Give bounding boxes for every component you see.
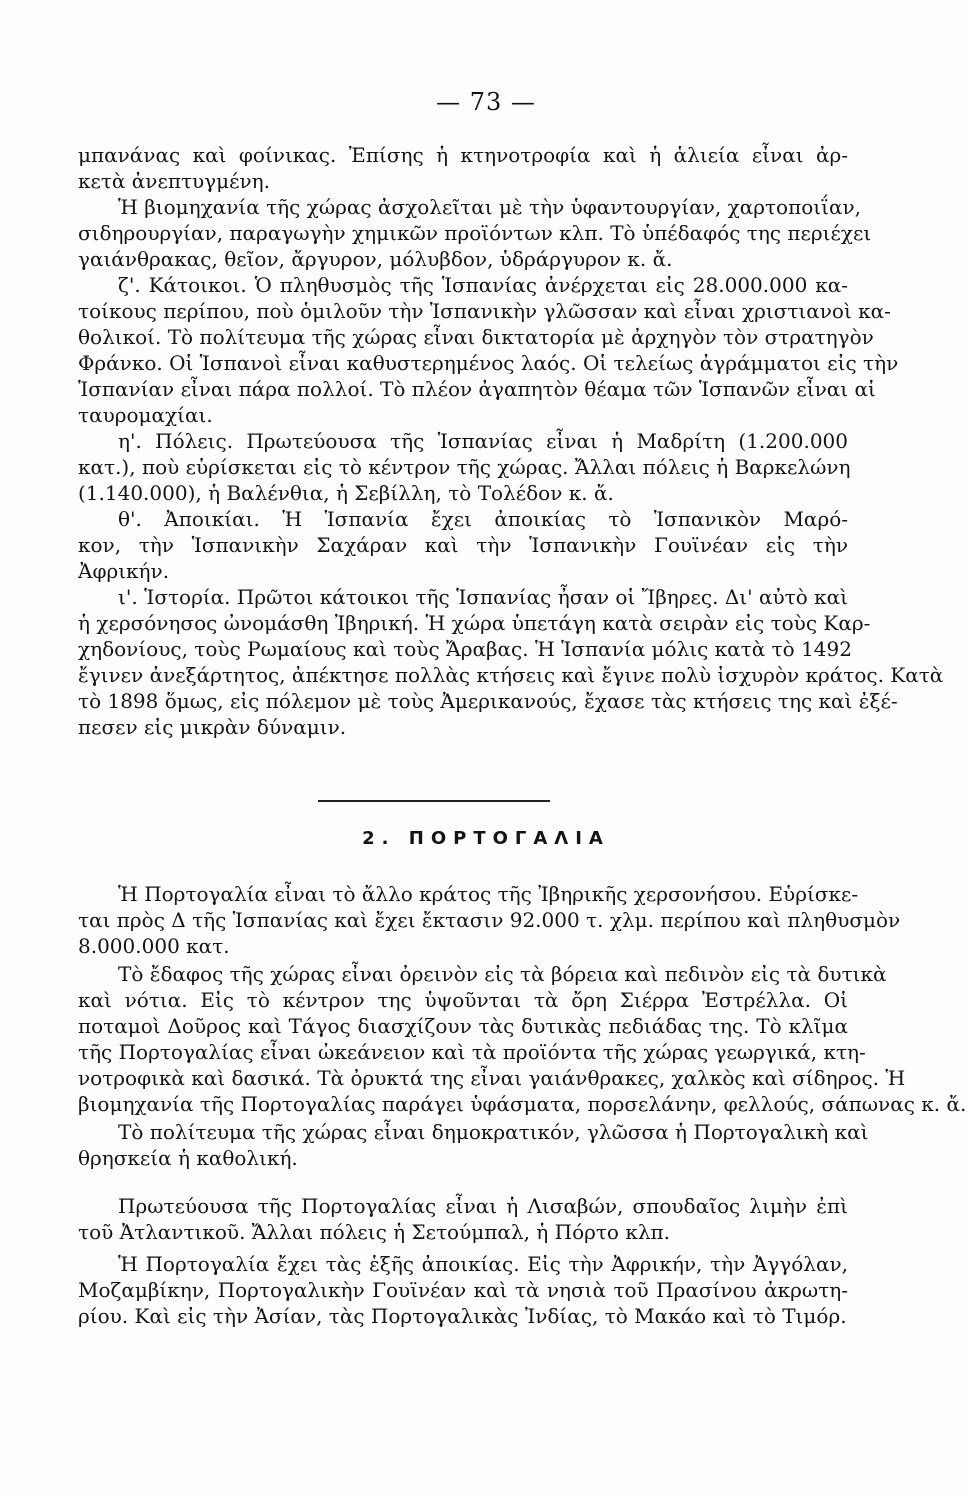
text-line: τοῦ Ἀτλαντικοῦ. Ἄλλαι πόλεις ἡ Σετούμπαλ, ἡ Πόρτο κλπ.	[78, 1220, 671, 1244]
page-number: — 73 —	[436, 88, 536, 116]
text-line: Φράνκο. Οἱ Ἱσπανοὶ εἶναι καθυστερημένος λαός. Οἱ τελείως ἀγράμματοι εἰς τὴν	[78, 351, 899, 375]
text-line: Μοζαμβίκην, Πορτογαλικὴν Γουϊνέαν καὶ τὰ νησιὰ τοῦ Πρασίνου ἀκρωτη-	[78, 1278, 848, 1302]
text-line: καὶ νότια. Εἰς τὸ κέντρον της ὑψοῦνται τὰ ὄρη Σιέρρα Ἐστρέλλα. Οἱ	[78, 988, 848, 1012]
section-title: 2. ΠΟΡΤΟΓΑΛΙΑ	[362, 828, 610, 849]
text-line: τὸ 1898 ὅμως, εἰς πόλεμον μὲ τοὺς Ἀμερικανούς, ἔχασε τὰς κτήσεις της καὶ ἐξέ-	[78, 689, 898, 713]
text-line: Ἡ βιομηχανία τῆς χώρας ἀσχολεῖται μὲ τὴν ὑφαντουργίαν, χαρτοποιΐαν,	[118, 195, 861, 219]
text-line: ται πρὸς Δ τῆς Ἱσπανίας καὶ ἔχει ἔκτασιν 92.000 τ. χλμ. περίπου καὶ πληθυσμὸν	[78, 908, 901, 932]
text-line: ἡ χερσόνησος ὠνομάσθη Ἰβηρική. Ἡ χώρα ὑπετάγη κατὰ σειρὰν εἰς τοὺς Καρ-	[78, 611, 871, 635]
text-line: τῆς Πορτογαλίας εἶναι ὠκεάνειον καὶ τὰ προϊόντα τῆς χώρας γεωργικά, κτη-	[78, 1040, 866, 1064]
text-line: θρησκεία ἡ καθολική.	[78, 1146, 298, 1170]
text-line: η'. Πόλεις. Πρωτεύουσα τῆς Ἱσπανίας εἶναι ἡ Μαδρίτη (1.200.000	[118, 429, 848, 453]
text-line: Ἡ Πορτογαλία ἔχει τὰς ἑξῆς ἀποικίας. Εἰς τὴν Ἀφρικήν, τὴν Ἀγγόλαν,	[118, 1252, 848, 1276]
text-line: μπανάνας καὶ φοίνικας. Ἐπίσης ἡ κτηνοτροφία καὶ ἡ ἁλιεία εἶναι ἀρ-	[78, 143, 848, 167]
text-line: ἔγινεν ἀνεξάρτητος, ἀπέκτησε πολλὰς κτήσεις καὶ ἔγινε πολὺ ἰσχυρὸν κράτος. Κατὰ	[78, 663, 944, 687]
text-line: κον, τὴν Ἱσπανικὴν Σαχάραν καὶ τὴν Ἱσπανικὴν Γουϊνέαν εἰς τὴν	[78, 533, 848, 557]
text-line: Πρωτεύουσα τῆς Πορτογαλίας εἶναι ἡ Λισαβών, σπουδαῖος λιμὴν ἐπὶ	[118, 1194, 848, 1218]
text-line: πεσεν εἰς μικρὰν δύναμιν.	[78, 715, 347, 739]
text-line: ταυρομαχίαι.	[78, 403, 213, 427]
text-line: (1.140.000), ἡ Βαλένθια, ἡ Σεβίλλη, τὸ Τολέδον κ. ἄ.	[78, 481, 614, 505]
text-line: ζ'. Κάτοικοι. Ὁ πληθυσμὸς τῆς Ἱσπανίας ἀνέρχεται εἰς 28.000.000 κα-	[118, 273, 848, 297]
text-line: Ἡ Πορτογαλία εἶναι τὸ ἄλλο κράτος τῆς Ἰβηρικῆς χερσονήσου. Εὑρίσκε-	[118, 882, 859, 906]
text-line: ι'. Ἱστορία. Πρῶτοι κάτοικοι τῆς Ἱσπανίας ἦσαν οἱ Ἴβηρες. Δι' αὐτὸ καὶ	[118, 585, 848, 609]
text-line: βιομηχανία τῆς Πορτογαλίας παράγει ὑφάσματα, πορσελάνην, φελλούς, σάπωνας κ. ἄ.	[78, 1092, 967, 1116]
text-line: σιδηρουργίαν, παραγωγὴν χημικῶν προϊόντων κλπ. Τὸ ὑπέδαφός της περιέχει	[78, 221, 872, 245]
text-line: γαιάνθρακας, θεῖον, ἄργυρον, μόλυβδον, ὑδράργυρον κ. ἄ.	[78, 247, 673, 271]
text-line: χηδονίους, τοὺς Ρωμαίους καὶ τοὺς Ἄραβας. Ἡ Ἱσπανία μόλις κατὰ τὸ 1492	[78, 637, 852, 661]
text-line: θ'. Ἀποικίαι. Ἡ Ἱσπανία ἔχει ἀποικίας τὸ Ἱσπανικὸν Μαρό-	[118, 507, 848, 531]
section-divider	[318, 800, 550, 802]
text-line: κετὰ ἀνεπτυγμένη.	[78, 169, 270, 193]
text-line: Τὸ πολίτευμα τῆς χώρας εἶναι δημοκρατικόν, γλῶσσα ἡ Πορτογαλικὴ καὶ	[118, 1120, 869, 1144]
text-line: Τὸ ἔδαφος τῆς χώρας εἶναι ὀρεινὸν εἰς τὰ βόρεια καὶ πεδινὸν εἰς τὰ δυτικὰ	[118, 962, 887, 986]
text-line: 8.000.000 κατ.	[78, 934, 230, 958]
text-line: κατ.), ποὺ εὑρίσκεται εἰς τὸ κέντρον τῆς χώρας. Ἄλλαι πόλεις ἡ Βαρκελώνη	[78, 455, 851, 479]
text-line: θολικοί. Τὸ πολίτευμα τῆς χώρας εἶναι δικτατορία μὲ ἀρχηγὸν τὸν στρατηγὸν	[78, 325, 874, 349]
text-line: τοίκους περίπου, ποὺ ὁμιλοῦν τὴν Ἱσπανικὴν γλῶσσαν καὶ εἶναι χριστιανοὶ κα-	[78, 299, 891, 323]
text-line: Ἀφρικήν.	[78, 559, 170, 583]
text-line: ρίου. Καὶ εἰς τὴν Ἀσίαν, τὰς Πορτογαλικὰς Ἰνδίας, τὸ Μακάο καὶ τὸ Τιμόρ.	[78, 1304, 847, 1328]
text-line: ποταμοὶ Δοῦρος καὶ Τάγος διασχίζουν τὰς δυτικὰς πεδιάδας της. Τὸ κλῖμα	[78, 1014, 848, 1038]
text-line: Ἱσπανίαν εἶναι πάρα πολλοί. Τὸ πλέον ἀγαπητὸν θέαμα τῶν Ἱσπανῶν εἶναι αἱ	[78, 377, 876, 401]
text-line: νοτροφικὰ καὶ δασικά. Τὰ ὀρυκτά της εἶναι γαιάνθρακες, χαλκὸς καὶ σίδηρος. Ἡ	[78, 1066, 906, 1090]
